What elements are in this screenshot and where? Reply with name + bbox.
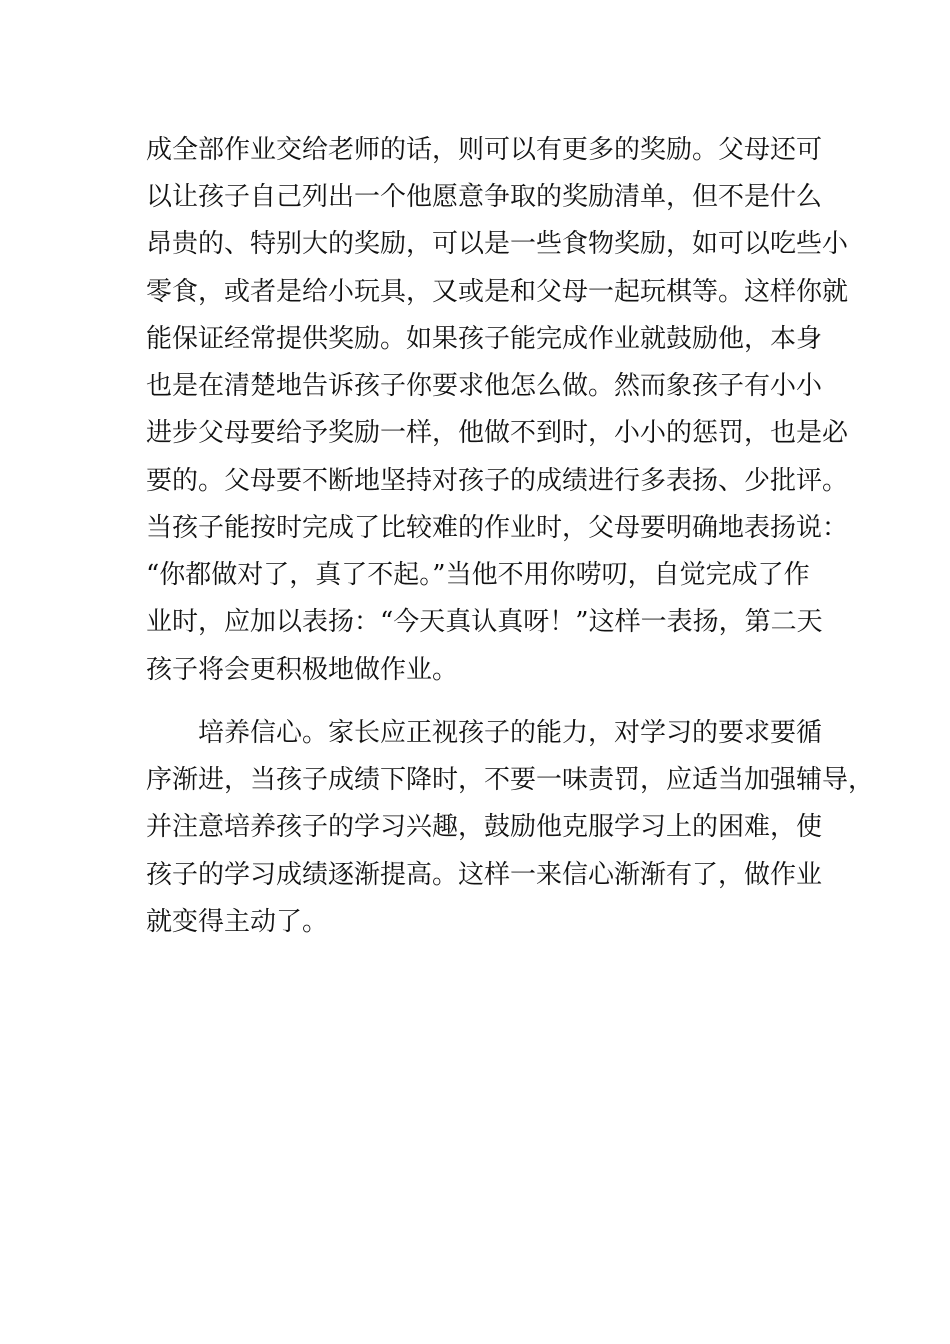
paragraph-1-line-6: 也是在清楚地告诉孩子你要求他怎么做。然而象孩子有小小: [146, 371, 823, 401]
paragraph-1: [146, 130, 849, 720]
paragraph-2: [146, 713, 875, 963]
paragraph-1-line-3: 昂贵的、特别大的奖励，可以是一些食物奖励，如可以吃些小: [146, 229, 849, 259]
paragraph-1-line-1: 成全部作业交给老师的话，则可以有更多的奖励。父母还可: [146, 135, 823, 165]
paragraph-1-line-2: 以让孩子自己列出一个他愿意争取的奖励清单，但不是什么: [146, 182, 823, 212]
paragraph-2-line-2: 序渐进，当孩子成绩下降时，不要一味责罚，应适当加强辅导，: [146, 765, 875, 795]
paragraph-2-line-1: 培养信心。家长应正视孩子的能力，对学习的要求要循: [198, 718, 823, 748]
paragraph-2-line-5: 就变得主动了。: [146, 907, 329, 937]
paragraph-1-line-4: 零食，或者是给小玩具，又或是和父母一起玩棋等。这样你就: [146, 277, 849, 307]
paragraph-1-line-11: 业时，应加以表扬：“今天真认真呀！”这样一表扬，第二天: [146, 607, 823, 637]
paragraph-1-line-7: 进步父母要给予奖励一样，他做不到时，小小的惩罚，也是必: [146, 418, 849, 448]
paragraph-1-line-10: “你都做对了，真了不起。”当他不用你唠叨，自觉完成了作: [146, 560, 810, 590]
paragraph-2-line-3: 并注意培养孩子的学习兴趣，鼓励他克服学习上的困难，使: [146, 812, 823, 842]
paragraph-1-line-8: 要的。父母要不断地坚持对孩子的成绩进行多表扬、少批评。: [146, 466, 849, 496]
paragraph-1-line-5: 能保证经常提供奖励。如果孩子能完成作业就鼓励他，本身: [146, 324, 823, 354]
paragraph-1-line-9: 当孩子能按时完成了比较难的作业时，父母要明确地表扬说：: [146, 513, 849, 543]
paragraph-2-line-4: 孩子的学习成绩逐渐提高。这样一来信心渐渐有了，做作业: [146, 860, 823, 890]
paragraph-1-line-12: 孩子将会更积极地做作业。: [146, 655, 459, 685]
